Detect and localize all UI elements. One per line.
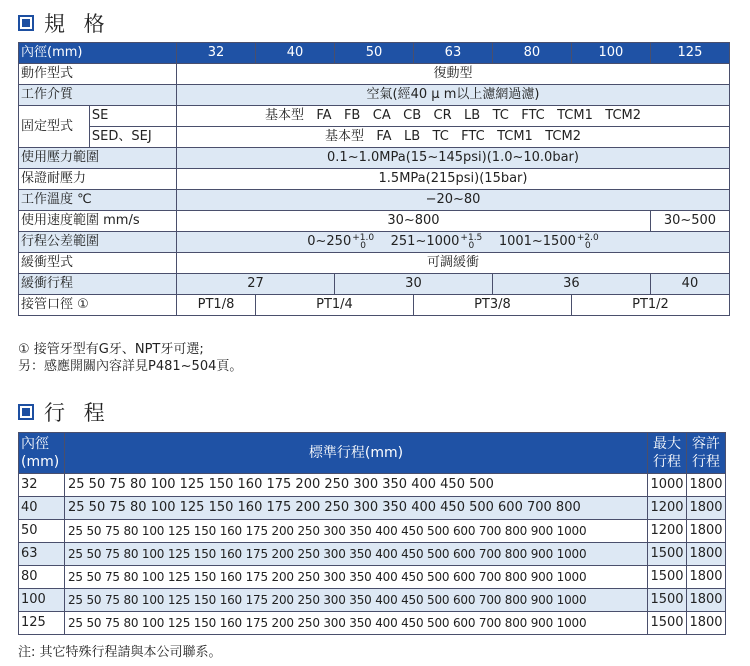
bore-80: 80 <box>492 43 571 64</box>
tol-seg2-limits <box>460 234 482 250</box>
cushion-len-80-100: 36 <box>492 274 650 295</box>
tol-seg3-lower: 0 <box>584 240 591 251</box>
stroke-values: 25 50 75 80 100 125 150 160 175 200 250 300 350 400 450 500 600 700 800 900 1000 <box>65 612 648 635</box>
stroke-row-63 <box>19 543 726 566</box>
temp-value: −20~80 <box>177 190 730 211</box>
proof-label: 保證耐壓力 <box>19 169 177 190</box>
stroke-allow: 1800 <box>687 566 726 589</box>
stroke-bore: 63 <box>19 543 65 566</box>
tol-seg2-lower: 0 <box>468 240 475 251</box>
port-row <box>19 295 730 316</box>
stroke-section-title <box>18 398 111 426</box>
proof-row <box>19 169 730 190</box>
stroke-bore: 40 <box>19 497 65 520</box>
stroke-allow: 1800 <box>687 612 726 635</box>
stroke-allow: 1800 <box>687 474 726 497</box>
spec-note-1: ① 接管牙型有G牙、NPT牙可選; <box>18 342 204 357</box>
stroke-bore: 125 <box>19 612 65 635</box>
spec-table <box>18 42 730 316</box>
stroke-max: 1500 <box>648 543 687 566</box>
square-bullet-icon <box>18 15 34 31</box>
action-value: 復動型 <box>177 64 730 85</box>
bore-63: 63 <box>413 43 492 64</box>
tol-seg3-limits <box>577 234 599 250</box>
stroke-bore: 80 <box>19 566 65 589</box>
stroke-values: 25 50 75 80 100 125 150 160 175 200 250 300 350 400 450 500 600 700 800 <box>65 497 648 520</box>
mount-value-se: 基本型 FA FB CA CB CR LB TC FTC TCM1 TCM2 <box>177 106 730 127</box>
stroke-allow: 1800 <box>687 589 726 612</box>
bore-header: 內徑(mm) <box>19 43 177 64</box>
cushion-type-value: 可調緩衝 <box>177 253 730 274</box>
stroke-max: 1500 <box>648 612 687 635</box>
mount-row-1 <box>19 106 730 127</box>
tol-seg3-upper: +2.0 <box>576 232 599 243</box>
mount-value-sed: 基本型 FA LB TC FTC TCM1 TCM2 <box>177 127 730 148</box>
stroke-bore: 100 <box>19 589 65 612</box>
bore-125: 125 <box>650 43 729 64</box>
stroke-values: 25 50 75 80 100 125 150 160 175 200 250 300 350 400 450 500 600 700 800 900 1000 <box>65 520 648 543</box>
mount-sub-sed: SED、SEJ <box>89 127 176 148</box>
tol-seg1-lower: 0 <box>360 240 367 251</box>
stroke-row-40 <box>19 497 726 520</box>
port-40-50: PT1/4 <box>255 295 413 316</box>
mount-label: 固定型式 <box>19 106 90 148</box>
stroke-values: 25 50 75 80 100 125 150 160 175 200 250 300 350 400 450 500 <box>65 474 648 497</box>
stroke-row-80 <box>19 566 726 589</box>
action-row <box>19 64 730 85</box>
stroke-max: 1200 <box>648 497 687 520</box>
speed-value-a: 30~800 <box>177 211 651 232</box>
cushion-len-label: 緩衝行程 <box>19 274 177 295</box>
spec-title-text: 規 格 <box>44 12 111 36</box>
pressure-row <box>19 148 730 169</box>
cushion-type-label: 緩衝型式 <box>19 253 177 274</box>
pressure-value: 0.1~1.0MPa(15~145psi)(1.0~10.0bar) <box>177 148 730 169</box>
proof-value: 1.5MPa(215psi)(15bar) <box>177 169 730 190</box>
speed-row <box>19 211 730 232</box>
cushion-type-row <box>19 253 730 274</box>
tol-seg1: 0~250 <box>307 234 352 249</box>
stroke-row-32 <box>19 474 726 497</box>
temp-label: 工作溫度 ℃ <box>19 190 177 211</box>
stroke-header-row <box>19 433 726 474</box>
stroke-title-text: 行 程 <box>44 401 111 425</box>
stroke-max-header: 最大 行程 <box>648 433 687 474</box>
medium-row <box>19 85 730 106</box>
bore-50: 50 <box>334 43 413 64</box>
stroke-row-125 <box>19 612 726 635</box>
stroke-values: 25 50 75 80 100 125 150 160 175 200 250 300 350 400 450 500 600 700 800 900 1000 <box>65 589 648 612</box>
tol-seg2: 251~1000 <box>390 234 460 249</box>
cushion-len-125: 40 <box>650 274 729 295</box>
tol-seg2-upper: +1.5 <box>460 232 483 243</box>
stroke-bore: 50 <box>19 520 65 543</box>
bore-100: 100 <box>571 43 650 64</box>
action-label: 動作型式 <box>19 64 177 85</box>
tol-seg1-upper: +1.0 <box>352 232 375 243</box>
mount-row-2 <box>19 127 730 148</box>
stroke-max: 1000 <box>648 474 687 497</box>
tolerance-row <box>19 232 730 253</box>
bore-32: 32 <box>177 43 256 64</box>
cushion-len-32-40: 27 <box>177 274 335 295</box>
pressure-label: 使用壓力範圍 <box>19 148 177 169</box>
square-bullet-icon <box>18 404 34 420</box>
stroke-values: 25 50 75 80 100 125 150 160 175 200 250 300 350 400 450 500 600 700 800 900 1000 <box>65 543 648 566</box>
medium-label: 工作介質 <box>19 85 177 106</box>
spec-note-2: 另：感應開關內容詳見P481~504頁。 <box>18 359 243 374</box>
tolerance-label: 行程公差範圍 <box>19 232 177 253</box>
temp-row <box>19 190 730 211</box>
tolerance-value <box>177 232 730 253</box>
cushion-len-row <box>19 274 730 295</box>
tol-seg3: 1001~1500 <box>498 234 576 249</box>
stroke-row-100 <box>19 589 726 612</box>
bore-40: 40 <box>255 43 334 64</box>
port-63-80: PT3/8 <box>413 295 571 316</box>
speed-label: 使用速度範圍 mm/s <box>19 211 177 232</box>
port-100-125: PT1/2 <box>571 295 729 316</box>
stroke-std-header: 標準行程(mm) <box>65 433 648 474</box>
stroke-max: 1200 <box>648 520 687 543</box>
stroke-allow: 1800 <box>687 543 726 566</box>
tol-seg1-limits <box>352 234 374 250</box>
stroke-note: 注: 其它特殊行程請與本公司聯系。 <box>18 645 222 660</box>
stroke-bore: 32 <box>19 474 65 497</box>
stroke-bore-header: 內徑 (mm) <box>19 433 65 474</box>
stroke-max: 1500 <box>648 566 687 589</box>
stroke-allow: 1800 <box>687 497 726 520</box>
cushion-len-50-63: 30 <box>334 274 492 295</box>
port-32: PT1/8 <box>177 295 256 316</box>
medium-value: 空氣(經40 μ m以上濾網過濾) <box>177 85 730 106</box>
spec-section-title <box>18 9 111 37</box>
stroke-row-50 <box>19 520 726 543</box>
stroke-max: 1500 <box>648 589 687 612</box>
port-label: 接管口徑 ① <box>19 295 177 316</box>
spec-header-row <box>19 43 730 64</box>
stroke-allow-header: 容許 行程 <box>687 433 726 474</box>
mount-sub-se: SE <box>89 106 176 127</box>
speed-value-b: 30~500 <box>650 211 729 232</box>
stroke-values: 25 50 75 80 100 125 150 160 175 200 250 300 350 400 450 500 600 700 800 900 1000 <box>65 566 648 589</box>
stroke-table <box>18 432 726 635</box>
stroke-allow: 1800 <box>687 520 726 543</box>
